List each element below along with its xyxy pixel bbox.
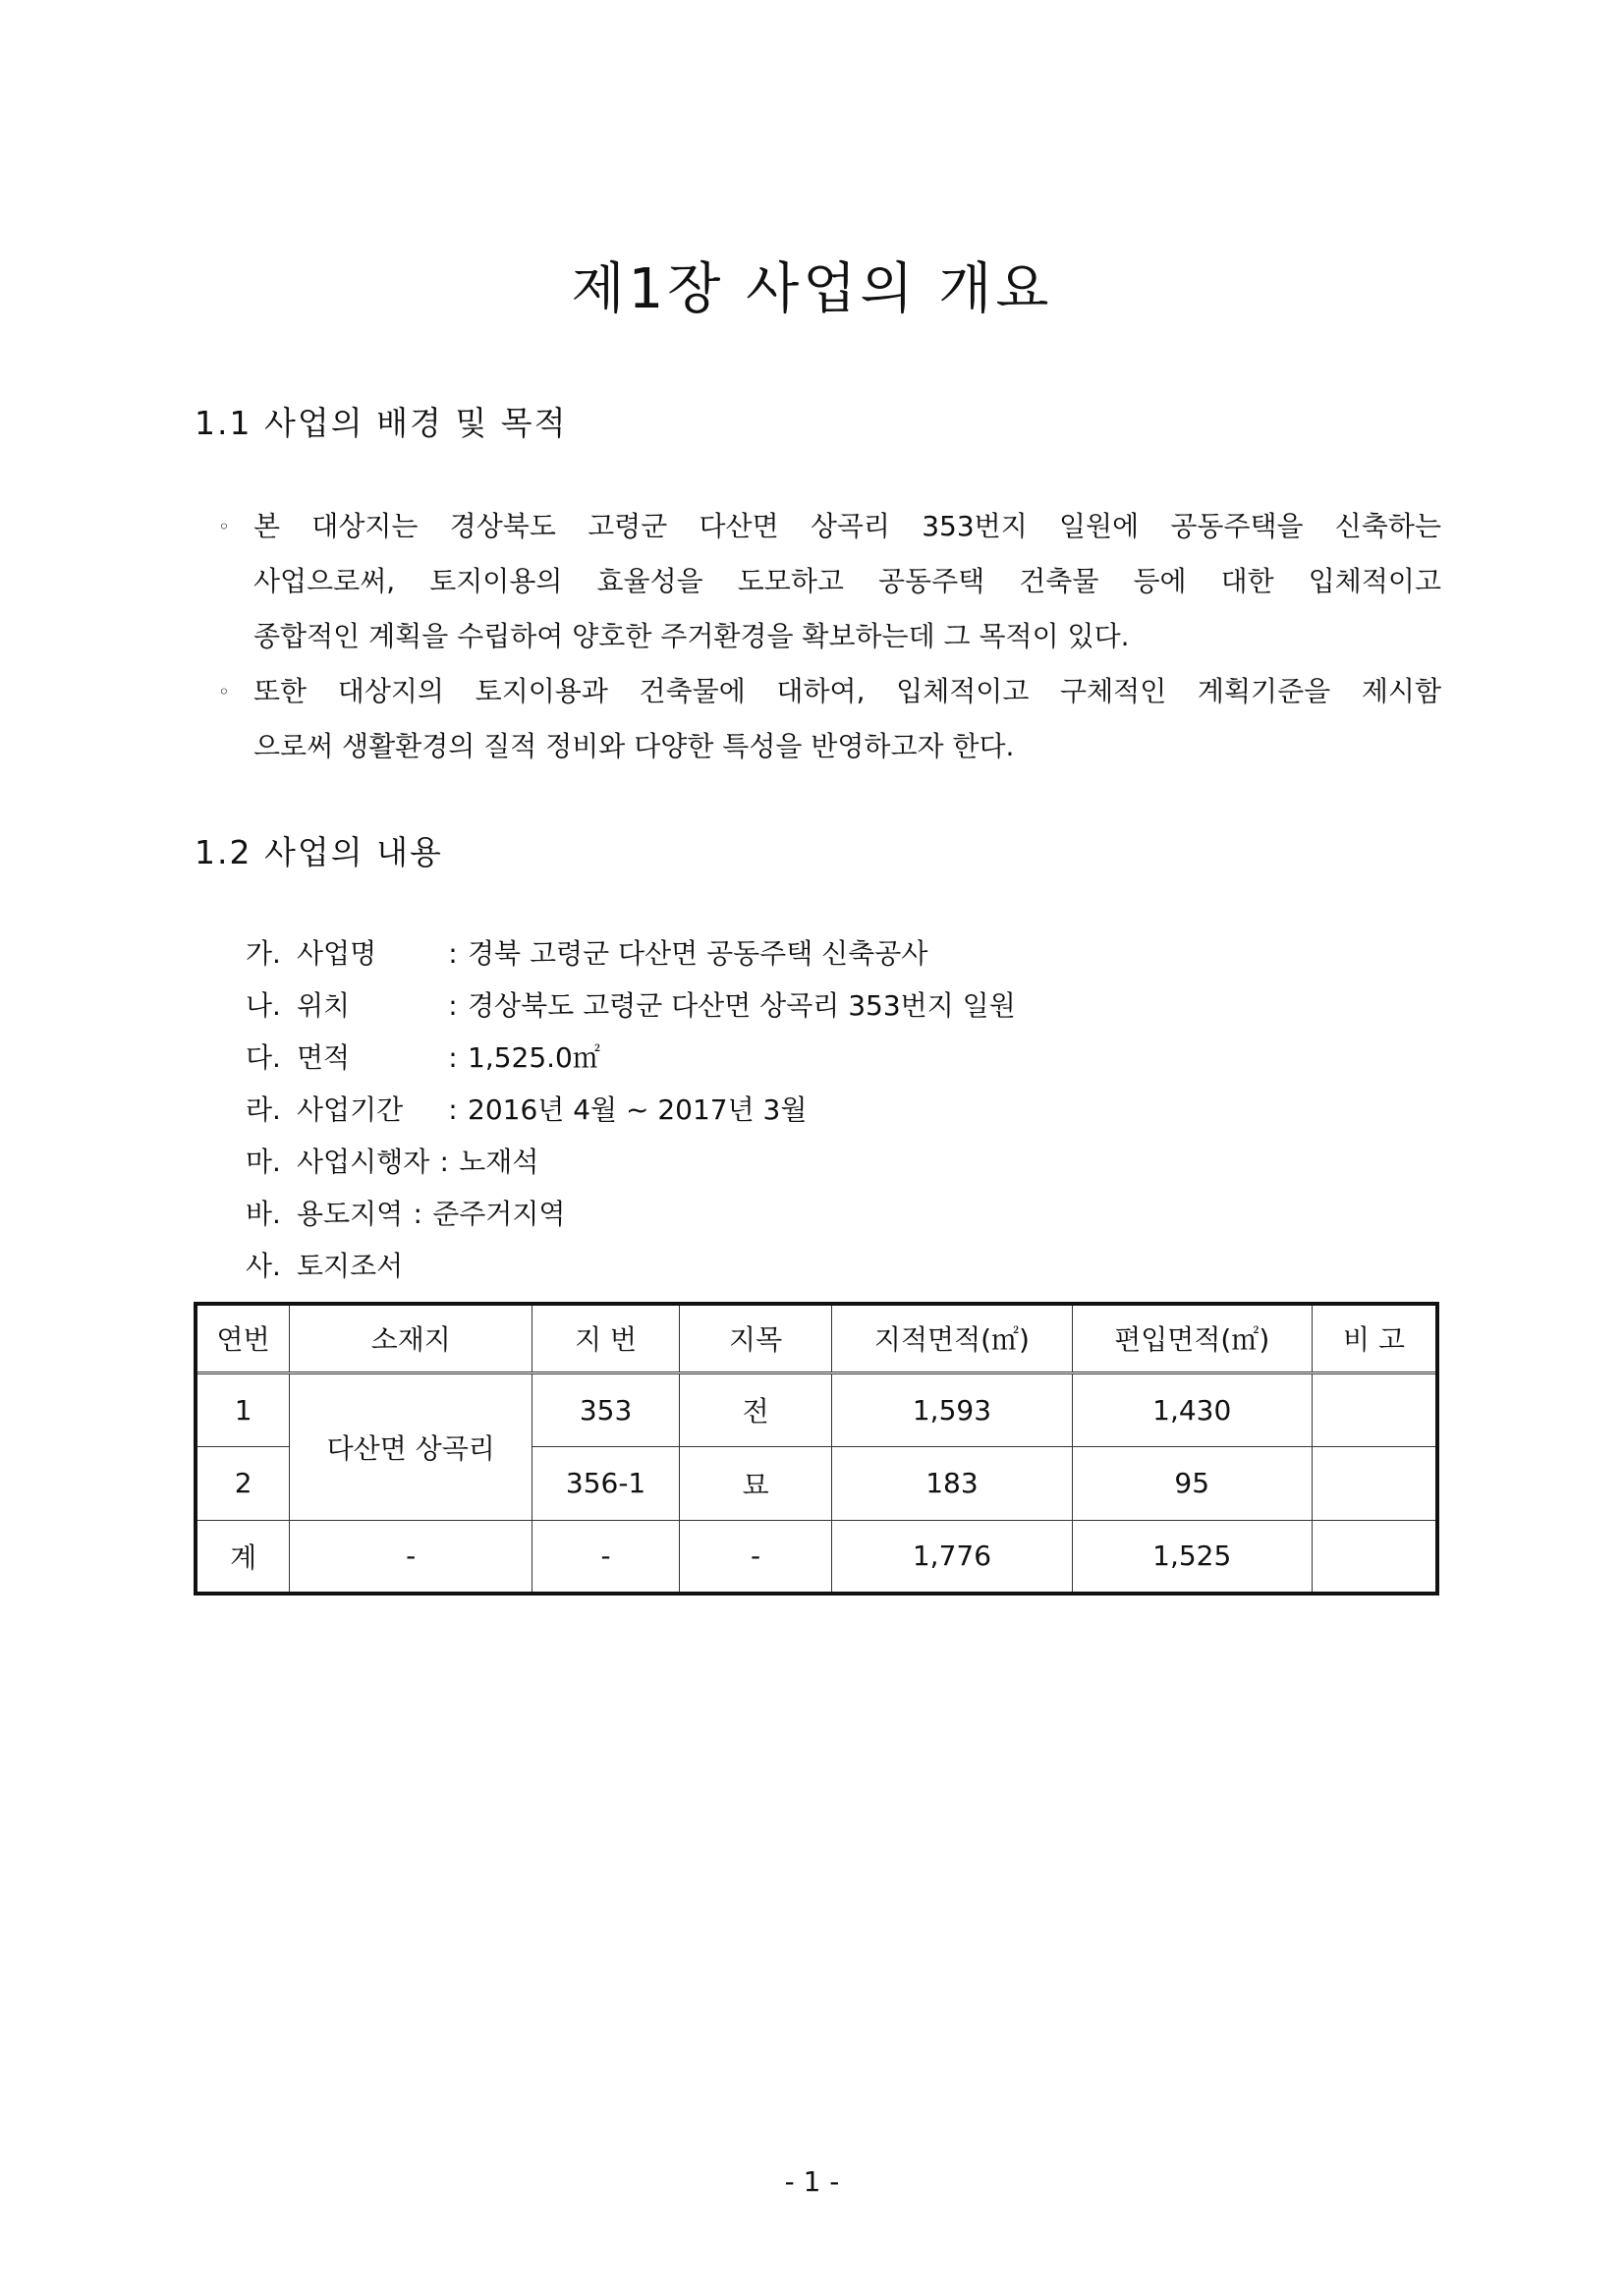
column-header-registered-area: 지적면적(㎡) [832,1304,1072,1372]
paragraph-line [218,499,1441,554]
info-value: 노재석 [459,1146,539,1178]
paragraph-line: 으로써 생활환경의 질적 정비와 다양한 특성을 반영하고자 한다. [253,730,1015,762]
cell-category: 전 [679,1372,831,1446]
paragraph-line: 사업으로써, 토지이용의 효율성을 도모하고 공동주택 건축물 등에 대한 입체적이고 [253,565,1441,597]
paragraph-line [218,664,1441,719]
info-item-land-register [246,1240,1016,1292]
info-item-period [246,1084,1016,1136]
info-separator: : [439,1146,449,1178]
info-label: 사업시행자 [297,1146,430,1178]
bullet-icon: ◦ [218,515,230,538]
cell-lot: 353 [532,1372,680,1446]
cell-location: - [290,1520,532,1594]
cell-remark [1312,1520,1437,1594]
cell-remark [1312,1446,1437,1520]
column-header-remark: 비 고 [1312,1304,1437,1372]
land-register-table [194,1302,1439,1596]
table-header-row [196,1304,1437,1372]
info-label: 면적 [297,1041,351,1074]
info-prefix: 사. [246,1250,281,1282]
info-label: 사업기간 [297,1093,404,1126]
paragraph-line: 종합적인 계획을 수립하여 양호한 주거환경을 확보하는데 그 목적이 있다. [253,620,1130,652]
info-item-project-name [246,927,1016,980]
cell-incorporated-area: 1,430 [1072,1372,1312,1446]
info-value: 준주거지역 [432,1198,566,1230]
info-value: 2016년 4월 ~ 2017년 3월 [468,1093,808,1126]
info-prefix: 가. [246,937,281,970]
cell-registered-area: 1,593 [832,1372,1072,1446]
cell-category: - [679,1520,831,1594]
cell-no: 2 [196,1446,290,1520]
section-heading-background: 1.1 사업의 배경 및 목적 [195,404,568,442]
cell-category: 묘 [679,1446,831,1520]
cell-lot: - [532,1520,680,1594]
page-title: 제1장 사업의 개요 [571,257,1053,321]
cell-location: 다산면 상곡리 [290,1372,532,1520]
cell-lot: 356-1 [532,1446,680,1520]
page-number: - 1 - [784,2165,840,2198]
info-value: 1,525.0㎡ [468,1041,600,1074]
info-prefix: 라. [246,1093,281,1126]
bullet-icon: ◦ [218,680,230,703]
column-header-no: 연번 [196,1304,290,1372]
column-header-lot: 지 번 [532,1304,680,1372]
section-heading-content: 1.2 사업의 내용 [195,833,443,871]
paragraph-line-text: 또한 대상지의 토지이용과 건축물에 대하여, 입체적이고 구체적인 계획기준을 제시함 [253,675,1441,707]
paragraph-background [218,499,1441,664]
column-header-location: 소재지 [290,1304,532,1372]
info-item-location [246,980,1016,1032]
table-total-row [196,1520,1437,1594]
cell-no: 계 [196,1520,290,1594]
info-value: 경북 고령군 다산면 공동주택 신축공사 [468,937,928,970]
info-item-area [246,1032,1016,1084]
cell-remark [1312,1372,1437,1446]
column-header-incorporated-area: 편입면적(㎡) [1072,1304,1312,1372]
info-prefix: 바. [246,1198,281,1230]
info-prefix: 마. [246,1146,281,1178]
info-item-operator [246,1136,1016,1188]
cell-registered-area: 1,776 [832,1520,1072,1594]
info-value: 경상북도 고령군 다산면 상곡리 353번지 일원 [468,989,1016,1022]
info-separator: : [448,1041,458,1074]
info-label: 용도지역 [297,1198,404,1230]
cell-incorporated-area: 1,525 [1072,1520,1312,1594]
info-separator: : [448,989,458,1022]
info-prefix: 나. [246,989,281,1022]
info-label: 위치 [297,989,351,1022]
cell-incorporated-area: 95 [1072,1446,1312,1520]
cell-registered-area: 183 [832,1446,1072,1520]
cell-no: 1 [196,1372,290,1446]
project-info-list [246,927,1016,1292]
column-header-category: 지목 [679,1304,831,1372]
info-label: 토지조서 [297,1250,404,1282]
table-row [196,1372,1437,1446]
info-separator: : [448,1093,458,1126]
info-prefix: 다. [246,1041,281,1074]
paragraph-purpose [218,664,1441,774]
info-separator: : [448,937,458,970]
info-item-zoning [246,1188,1016,1240]
info-separator: : [413,1198,422,1230]
paragraph-line-text: 본 대상지는 경상북도 고령군 다산면 상곡리 353번지 일원에 공동주택을 신축하는 [253,510,1441,542]
info-label: 사업명 [297,937,377,970]
